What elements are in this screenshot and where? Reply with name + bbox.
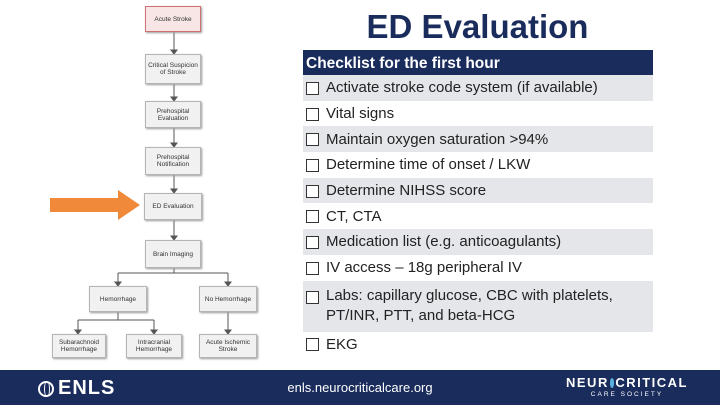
flow-brain-imaging: Brain Imaging xyxy=(145,240,201,268)
checkbox-icon xyxy=(306,236,319,249)
checklist-item-label: EKG xyxy=(326,335,358,353)
slide-title: ED Evaluation xyxy=(366,8,589,45)
footer-url: enls.neurocriticalcare.org xyxy=(287,380,433,395)
checkbox-icon xyxy=(306,338,319,351)
stroke-flowchart xyxy=(0,0,300,370)
checklist-item xyxy=(303,126,653,152)
current-step-arrow-icon xyxy=(50,190,140,220)
flow-acute-stroke: Acute Stroke xyxy=(145,6,201,32)
checklist-header: Checklist for the first hour xyxy=(303,50,653,75)
checkbox-icon xyxy=(306,262,319,275)
checklist-item xyxy=(303,152,653,178)
neurocritical-care-logo xyxy=(566,375,688,398)
footer-bar xyxy=(0,370,720,405)
checklist-item-label: Determine NIHSS score xyxy=(326,182,487,200)
nc-logo-left: NEUR xyxy=(566,375,609,390)
checklist-item xyxy=(303,178,653,204)
checklist-item-label: Medication list (e.g. anticoagulants) xyxy=(326,233,562,251)
checklist-item-label: Determine time of onset / LKW xyxy=(326,156,531,174)
flow-acute-ischemic-stroke: Acute Ischemic Stroke xyxy=(199,334,257,358)
checklist-item-label: Labs: capillary glucose, CBC with platelets, PT/INR, PTT, and beta-HCG xyxy=(326,286,613,324)
checkbox-icon xyxy=(306,82,319,95)
checklist-item xyxy=(303,75,653,101)
checkbox-icon xyxy=(306,185,319,198)
checkbox-icon xyxy=(306,133,319,146)
nc-logo-right: CRITICAL xyxy=(615,375,688,390)
checklist-item-label: Vital signs xyxy=(326,105,395,123)
nc-logo-sub: CARE SOCIETY xyxy=(590,391,664,398)
checklist-item-label: CT, CTA xyxy=(326,207,382,225)
flow-intracranial-hemorrhage: Intracranial Hemorrhage xyxy=(126,334,182,358)
checkbox-icon xyxy=(306,108,319,121)
nc-logo-dot-icon xyxy=(610,378,614,388)
checklist-item xyxy=(303,101,653,127)
checklist-item xyxy=(303,229,653,255)
flow-subarachnoid-hemorrhage: Subarachnoid Hemorrhage xyxy=(52,334,106,358)
flow-prehospital-notification: Prehospital Notification xyxy=(145,147,201,175)
checkbox-icon xyxy=(306,291,319,304)
checklist-item xyxy=(303,255,653,281)
checkbox-icon xyxy=(306,159,319,172)
flow-no-hemorrhage: No Hemorrhage xyxy=(199,286,257,312)
first-hour-checklist xyxy=(303,50,653,357)
checklist-item-label: Activate stroke code system (if available) xyxy=(326,79,598,97)
flow-hemorrhage: Hemorrhage xyxy=(89,286,147,312)
flow-ed-evaluation: ED Evaluation xyxy=(144,193,202,220)
checkbox-icon xyxy=(306,210,319,223)
checklist-item xyxy=(303,203,653,229)
enls-logo-text: ENLS xyxy=(58,377,116,399)
flow-prehospital-evaluation: Prehospital Evaluation xyxy=(145,101,201,128)
checklist-item-label: Maintain oxygen saturation >94% xyxy=(326,130,549,148)
checklist-item xyxy=(303,332,653,358)
checklist-item-label: IV access – 18g peripheral IV xyxy=(326,259,522,277)
checklist-item xyxy=(303,281,653,332)
flow-critical-suspicion: Critical Suspicion of Stroke xyxy=(145,54,201,84)
